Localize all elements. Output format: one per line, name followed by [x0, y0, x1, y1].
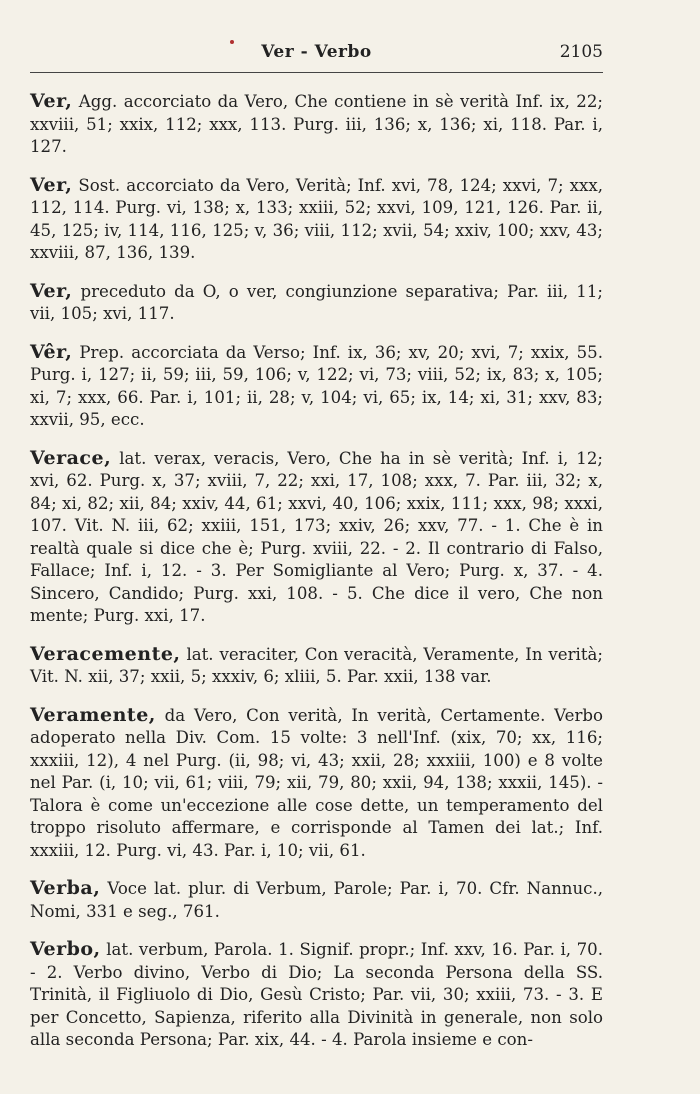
entry-body: da Vero, Con verità, In verità, Certamente. Verbo adoperato nella Div. Com. 15 volte: 3 nell'Inf. (xix, 70; xx, 116; xxxiii, 12), 4 nel Purg. (ii, 98; vi, 43; xxii, 28; xxxiii, 100) e 8 volte nel Par. (i, 10; vii, 61; viii, 79; xii, 79, 80; xxii, 94, 138; xxxii, 145). - Talora è come un'eccezione alle cose dette, un temperamento del troppo risoluto affermare, e corrisponde al Tamen dei lat.; Inf. xxxiii, 12. Purg. vi, 43. Par. i, 10; vii, 61.	[30, 705, 603, 860]
entry-headword: Veracemente,	[30, 642, 181, 665]
page-number: 2105	[559, 42, 603, 62]
dictionary-entry	[30, 704, 603, 863]
entry-body: Voce lat. plur. di Verbum, Parole; Par. i, 70. Cfr. Nannuc., Nomi, 331 e seg., 761.	[30, 879, 604, 921]
entry-headword: Verace,	[30, 446, 112, 469]
entry-body: lat. verax, veracis, Vero, Che ha in sè verità; Inf. i, 12; xvi, 62. Purg. x, 37; xviii, 7, 22; xxi, 17, 108; xxx, 7. Par. iii, 32; x, 84; xi, 82; xii, 84; xxiv, 44, 61; xxvi, 40, 106; xxix, 111; xxx, 98; xxxi, 107. Vit. N. iii, 62; xxiii, 151, 173; xxiv, 26; xxv, 77. - 1. Che è in realtà quale si dice che è; Purg. xviii, 22. - 2. Il contrario di Falso, Fallace; Inf. i, 12. - 3. Per Somigliante al Vero; Purg. x, 37. - 4. Sincero, Candido; Purg. xxi, 108. - 5. Che dice il vero, Che non mente; Purg. xxi, 17.	[30, 448, 603, 625]
entry-body: preceduto da O, o ver, congiunzione separativa; Par. iii, 11; vii, 105; xvi, 117.	[30, 281, 603, 323]
dictionary-entry	[30, 341, 603, 432]
dictionary-entry	[30, 280, 603, 326]
dictionary-entry	[30, 174, 603, 265]
entries-column	[30, 90, 603, 1067]
header-rule	[30, 72, 603, 73]
dictionary-entry	[30, 90, 603, 159]
entry-headword: Verba,	[30, 877, 101, 899]
entry-body: Sost. accorciato da Vero, Verità; Inf. xvi, 78, 124; xxvi, 7; xxx, 112, 114. Purg. vi, 138; x, 133; xxiii, 52; xxvi, 109, 121, 126. Par. ii, 45, 125; iv, 114, 116, 125; v, 36; viii, 112; xvii, 54; xxiv, 100; xxv, 43; xxviii, 87, 136, 139.	[30, 175, 604, 262]
entry-body: Agg. accorciato da Vero, Che contiene in sè verità Inf. ix, 22; xxviii, 51; xxix, 112; xxx, 113. Purg. iii, 136; x, 136; xi, 118. Par. i, 127.	[30, 92, 603, 156]
running-title: Ver - Verbo	[261, 42, 372, 62]
dictionary-entry	[30, 447, 603, 628]
entry-body: lat. verbum, Parola. 1. Signif. propr.; Inf. xxv, 16. Par. i, 70. - 2. Verbo divino, Verbo di Dio; La seconda Persona della SS. Trinità, il Figliuolo di Dio, Gesù Cristo; Par. vii, 30; xxiii, 73. - 3. E per Concetto, Sapienza, riferito alla Divinità in generale, non solo alla seconda Persona; Par. xix, 44. - 4. Parola insieme e con-	[30, 940, 603, 1049]
entry-body: lat. veraciter, Con veracità, Veramente, In verità; Vit. N. xii, 37; xxii, 5; xxxiv, 6; xliii, 5. Par. xxii, 138 var.	[30, 644, 603, 686]
running-header	[30, 42, 603, 72]
dictionary-entry	[30, 938, 603, 1052]
entry-body: Prep. accorciata da Verso; Inf. ix, 36; xv, 20; xvi, 7; xxix, 55. Purg. i, 127; ii, 59; iii, 59, 106; v, 122; vi, 73; viii, 52; ix, 83; x, 105; xi, 7; xxx, 66. Par. i, 101; ii, 28; v, 104; vi, 65; ix, 14; xi, 31; xxv, 83; xxvii, 95, ecc.	[30, 342, 603, 429]
entry-headword: Ver,	[30, 90, 73, 112]
entry-headword: Vêr,	[30, 340, 73, 363]
dictionary-entry	[30, 877, 603, 923]
entry-headword: Verbo,	[30, 938, 101, 960]
entry-headword: Veramente,	[30, 703, 156, 726]
entry-headword: Ver,	[30, 173, 73, 196]
entry-headword: Ver,	[30, 279, 73, 302]
dictionary-entry	[30, 643, 603, 689]
